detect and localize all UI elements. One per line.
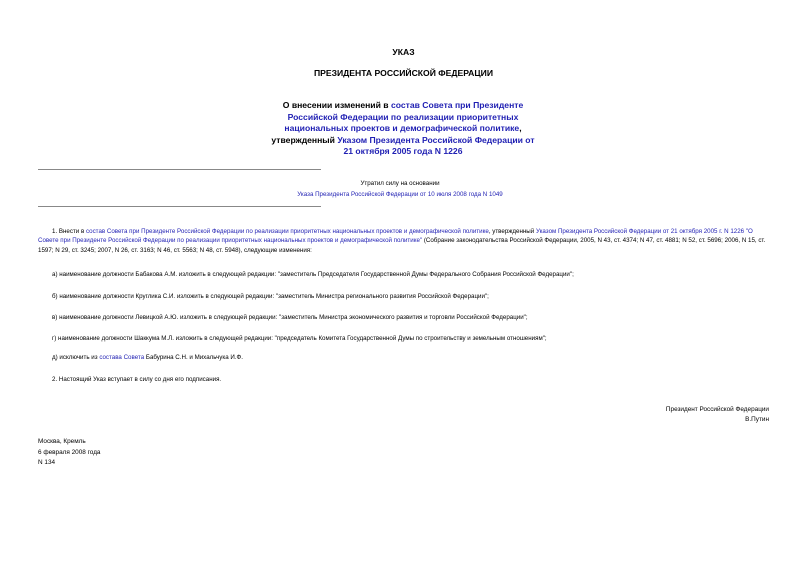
paragraph-1 bbox=[38, 227, 770, 255]
paragraph-2: 2. Настоящий Указ вступает в силу со дня его подписания. bbox=[52, 376, 222, 383]
paragraph-1-text-end: (Собрание законодательства Российской Федерации, 2005, N 43, ст. 4374; N 47, ст. 4881; N 52, ст. 5696; 2006, N 15, ст. 1597; N 29, ст. 3245; 2007, N 26, ст. 3163; N 46, ст. 5563; N 48, ст. 5948), следующие изменения: bbox=[38, 237, 766, 254]
subject-text-pre: О внесении изменений в bbox=[282, 100, 391, 110]
item-e-text-pre: д) исключить из bbox=[52, 354, 100, 361]
repeal-note-line bbox=[200, 191, 600, 198]
decree-1226-link[interactable]: Указом Президента Российской Федерации от 21 октября 2005 года N 1226 bbox=[337, 134, 535, 156]
item-e bbox=[38, 353, 770, 362]
paragraph-1-text-mid: , утвержденный bbox=[488, 228, 536, 235]
item-a: а) наименование должности Бабакова А.М. изложить в следующей редакции: "заместитель Председателя Государственной Думы Федерального Собрания Российской Федерации"; bbox=[52, 271, 574, 278]
signatory-name: В.Путин bbox=[745, 416, 769, 423]
council-composition-link[interactable]: состав Совета при Президенте Российской Федерации по реализации приоритетных национальных проектов и демографической политике bbox=[284, 100, 524, 133]
repeal-note: Утратил силу на основании bbox=[360, 180, 440, 187]
signatory-position: Президент Российской Федерации bbox=[665, 406, 769, 413]
document-type-title: УКАЗ bbox=[392, 47, 415, 57]
item-c: в) наименование должности Левицкой А.Ю. изложить в следующей редакции: "заместитель Министра экономического развития и торговли Российской Федерации"; bbox=[52, 314, 528, 321]
signature-block bbox=[569, 405, 769, 425]
council-composition-link-3[interactable]: состава Совета bbox=[99, 354, 145, 361]
decree-1049-link[interactable]: Указа Президента Российской Федерации от 10 июля 2008 года N 1049 bbox=[297, 191, 503, 198]
item-d: г) наименование должности Шаккума М.Л. изложить в следующей редакции: "председатель Комитета Государственной Думы по строительству и земельным отношениям"; bbox=[52, 335, 547, 342]
signing-date: 6 февраля 2008 года bbox=[38, 448, 101, 456]
divider-top bbox=[38, 169, 321, 170]
signing-place: Москва, Кремль bbox=[38, 438, 86, 445]
place-date-block bbox=[38, 437, 101, 469]
document-issuer-title: ПРЕЗИДЕНТА РОССИЙСКОЙ ФЕДЕРАЦИИ bbox=[313, 68, 494, 78]
subject-text-mid: , утвержденный bbox=[271, 123, 522, 145]
paragraph-1-text-start: 1. Внести в bbox=[52, 228, 86, 235]
council-composition-link-2[interactable]: состав Совета при Президенте Российской Федерации по реализации приоритетных национальных проектов и демографической политике bbox=[85, 228, 489, 235]
item-e-text-post: Бабурина С.Н. и Михальчука И.Ф. bbox=[144, 354, 243, 361]
decree-1226-full-link[interactable]: Указом Президента Российской Федерации от 21 октября 2005 г. N 1226 "О Совете при Президенте Российской Федерации по реализации приоритетных национальных проектов и демографической политике" bbox=[38, 228, 753, 245]
decree-number: N 134 bbox=[38, 459, 56, 466]
item-b: б) наименование должности Круглика С.И. изложить в следующей редакции: "заместитель Министра регионального развития Российской Федерации"; bbox=[52, 293, 489, 300]
document-subject bbox=[270, 100, 536, 158]
divider-bottom bbox=[38, 206, 321, 207]
